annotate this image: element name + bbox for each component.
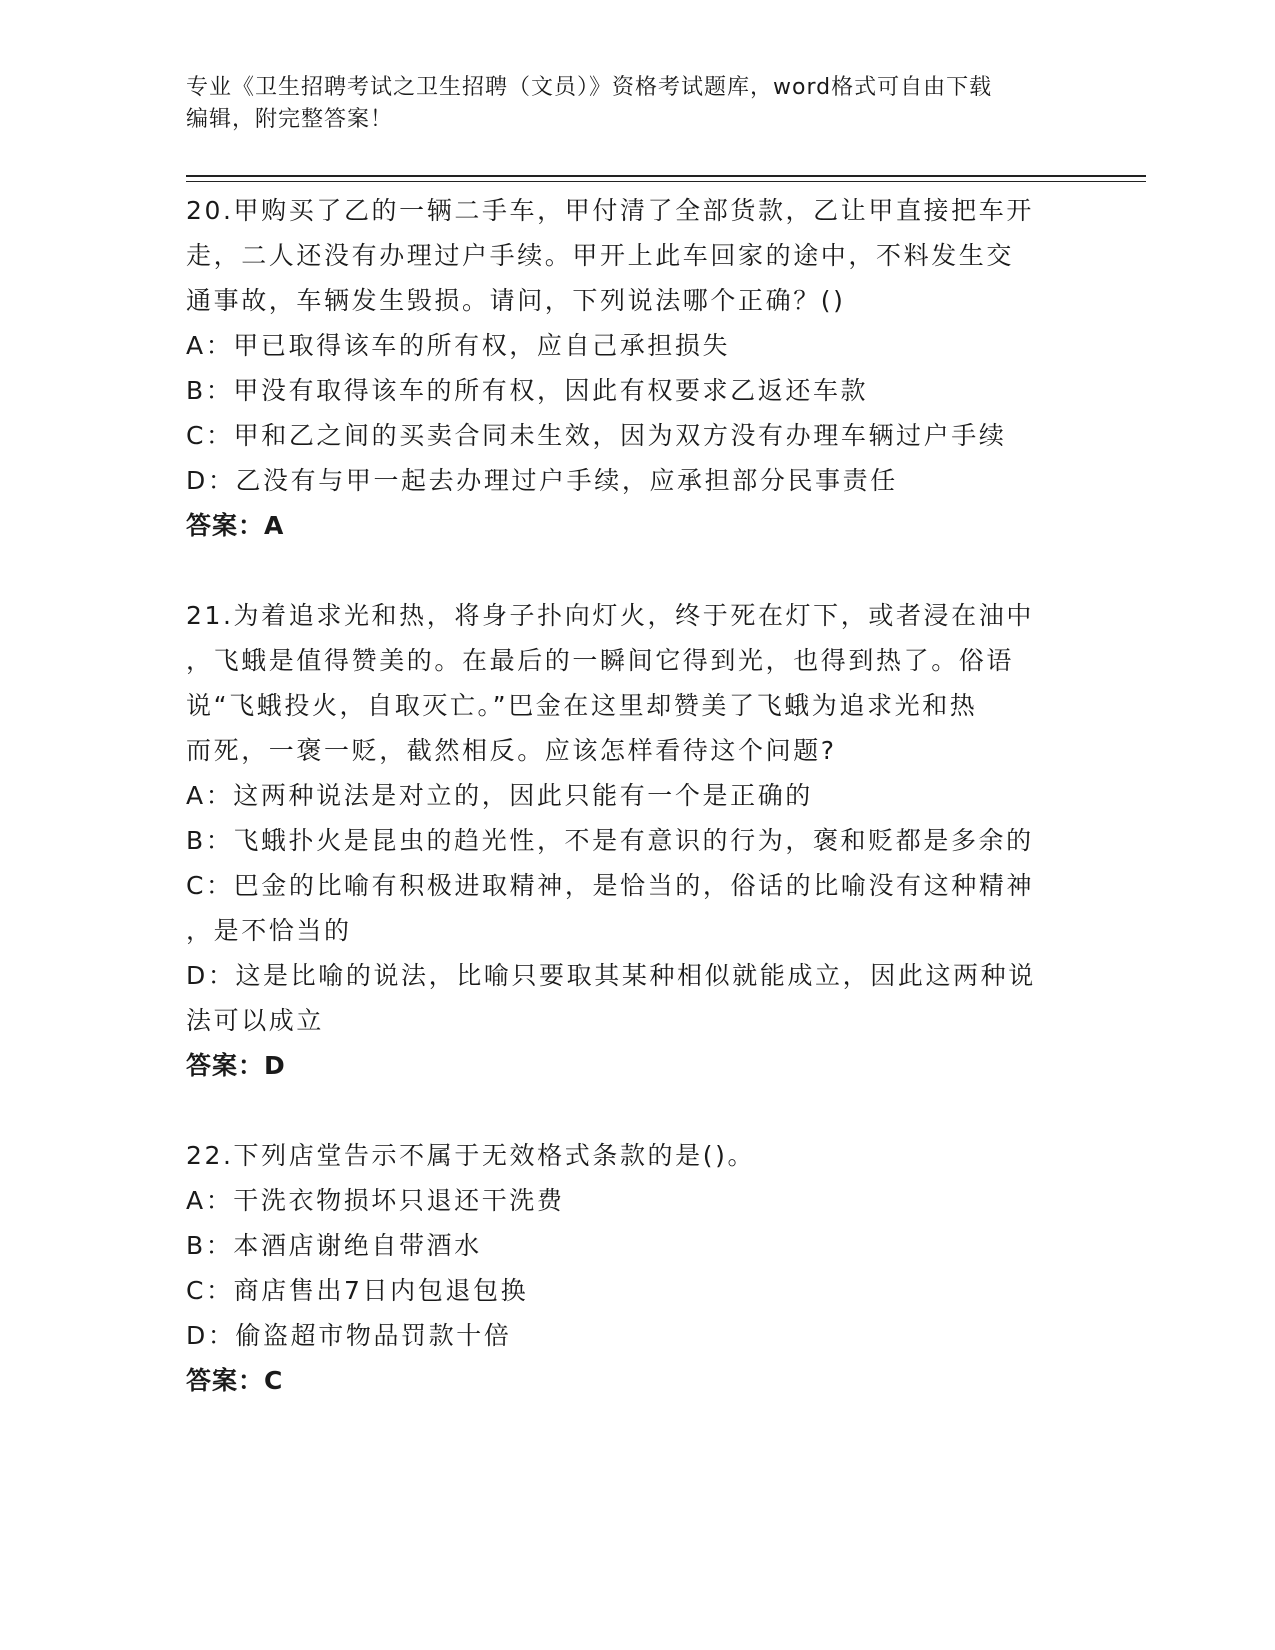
option-d: D：偷盗超市物品罚款十倍: [186, 1321, 512, 1350]
question-stem-line: 而死，一褒一贬，截然相反。应该怎样看待这个问题?: [186, 736, 837, 765]
header-line: 编辑，附完整答案！: [186, 107, 394, 132]
option-c: C：甲和乙之间的买卖合同未生效，因为双方没有办理车辆过户手续: [186, 421, 1007, 450]
question-stem-line: 21.为着追求光和热，将身子扑向灯火，终于死在灯下，或者浸在油中: [186, 601, 1034, 630]
question-stem-line: 通事故，车辆发生毁损。请问，下列说法哪个正确？(): [186, 286, 846, 315]
question-block: [186, 593, 1086, 1088]
option-c: C：巴金的比喻有积极进取精神，是恰当的，俗话的比喻没有这种精神: [186, 871, 1035, 900]
answer-line: 答案：A: [186, 511, 285, 540]
option-b: B：飞蛾扑火是昆虫的趋光性，不是有意识的行为，褒和贬都是多余的: [186, 826, 1034, 855]
question-list: [186, 188, 1086, 1448]
answer-line: 答案：C: [186, 1366, 284, 1395]
answer-line: 答案：D: [186, 1051, 286, 1080]
option-b: B：甲没有取得该车的所有权，因此有权要求乙返还车款: [186, 376, 869, 405]
question-stem-line: 20.甲购买了乙的一辆二手车，甲付清了全部货款，乙让甲直接把车开: [186, 196, 1034, 225]
option-a: A：甲已取得该车的所有权，应自己承担损失: [186, 331, 731, 360]
option-d: D：这是比喻的说法，比喻只要取其某种相似就能成立，因此这两种说: [186, 961, 1036, 990]
option-c-continued: ，是不恰当的: [186, 916, 352, 945]
question-stem-line: ，飞蛾是值得赞美的。在最后的一瞬间它得到光，也得到热了。俗语: [186, 646, 1015, 675]
header-divider-thick: [186, 175, 1146, 177]
header-divider-thin: [186, 181, 1146, 182]
question-block: [186, 188, 1086, 548]
option-d: D：乙没有与甲一起去办理过户手续，应承担部分民事责任: [186, 466, 898, 495]
question-block: [186, 1133, 1086, 1403]
option-a: A：干洗衣物损坏只退还干洗费: [186, 1186, 565, 1215]
question-stem-line: 说“飞蛾投火，自取灭亡。”巴金在这里却赞美了飞蛾为追求光和热: [186, 691, 978, 720]
document-header: [186, 72, 1066, 136]
option-d-continued: 法可以成立: [186, 1006, 325, 1035]
option-c: C：商店售出7日内包退包换: [186, 1276, 529, 1305]
question-stem-line: 22.下列店堂告示不属于无效格式条款的是()。: [186, 1141, 756, 1170]
header-line: 专业《卫生招聘考试之卫生招聘（文员）》资格考试题库，word格式可自由下载: [186, 75, 993, 100]
question-stem-line: 走，二人还没有办理过户手续。甲开上此车回家的途中，不料发生交: [186, 241, 1015, 270]
option-b: B：本酒店谢绝自带酒水: [186, 1231, 482, 1260]
option-a: A：这两种说法是对立的，因此只能有一个是正确的: [186, 781, 813, 810]
